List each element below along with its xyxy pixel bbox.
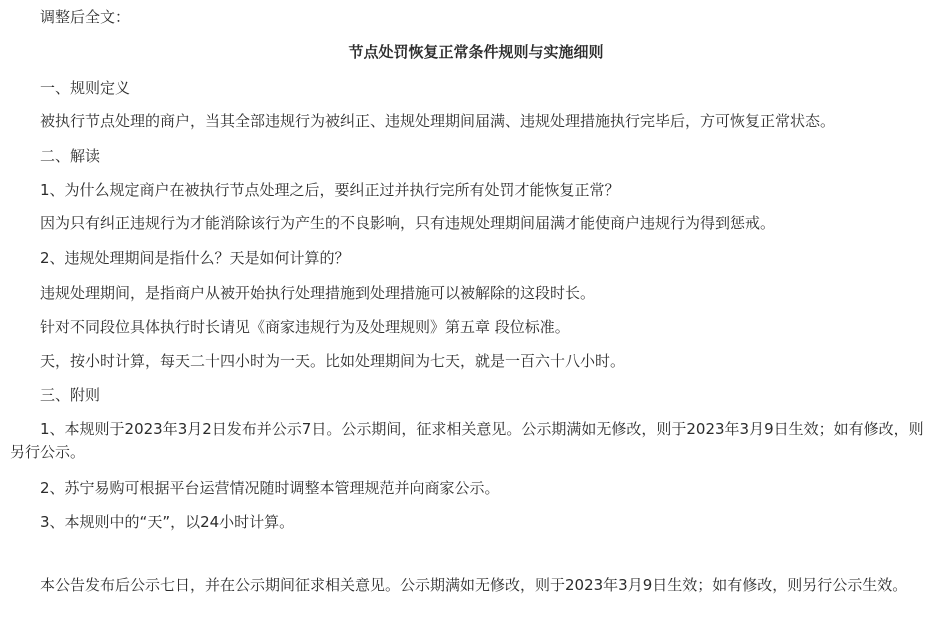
section-heading-interpretation: 二、解读 <box>40 147 101 165</box>
definition-paragraph: 被执行节点处理的商户，当其全部违规行为被纠正、违规处理期间届满、违规处理措施执行完毕后，方可恢复正常状态。 <box>40 112 836 130</box>
question-1: 1、为什么规定商户在被执行节点处理之后，要纠正过并执行完所有处罚才能恢复正常？ <box>40 181 620 199</box>
answer-2-line-1: 违规处理期间，是指商户从被开始执行处理措施到处理措施可以被解除的这段时长。 <box>40 284 596 302</box>
preface-text: 调整后全文： <box>40 8 131 26</box>
supplementary-item-1: 1、本规则于2023年3月2日发布并公示7日。公示期间，征求相关意见。公示期满如无修改，则于2023年3月9日生效；如有修改，则另行公示。 <box>10 420 924 461</box>
question-2: 2、违规处理期间是指什么？天是如何计算的？ <box>40 249 350 267</box>
notice-paragraph: 本公告发布后公示七日，并在公示期间征求相关意见。公示期满如无修改，则于2023年3月9日生效；如有修改，则另行公示生效。 <box>40 576 908 594</box>
supplementary-item-3: 3、本规则中的“天”，以24小时计算。 <box>40 513 295 531</box>
section-heading-supplementary: 三、附则 <box>40 386 101 404</box>
answer-1: 因为只有纠正违规行为才能消除该行为产生的不良影响，只有违规处理期间届满才能使商户违规行为得到惩戒。 <box>40 214 776 232</box>
document-title: 节点处罚恢复正常条件规则与实施细则 <box>348 43 604 61</box>
supplementary-item-2: 2、苏宁易购可根据平台运营情况随时调整本管理规范并向商家公示。 <box>40 479 500 497</box>
answer-2-line-3: 天，按小时计算，每天二十四小时为一天。比如处理期间为七天，就是一百六十八小时。 <box>40 352 626 370</box>
answer-2-line-2: 针对不同段位具体执行时长请见《商家违规行为及处理规则》第五章 段位标准。 <box>40 318 570 336</box>
section-heading-definition: 一、规则定义 <box>40 79 131 97</box>
